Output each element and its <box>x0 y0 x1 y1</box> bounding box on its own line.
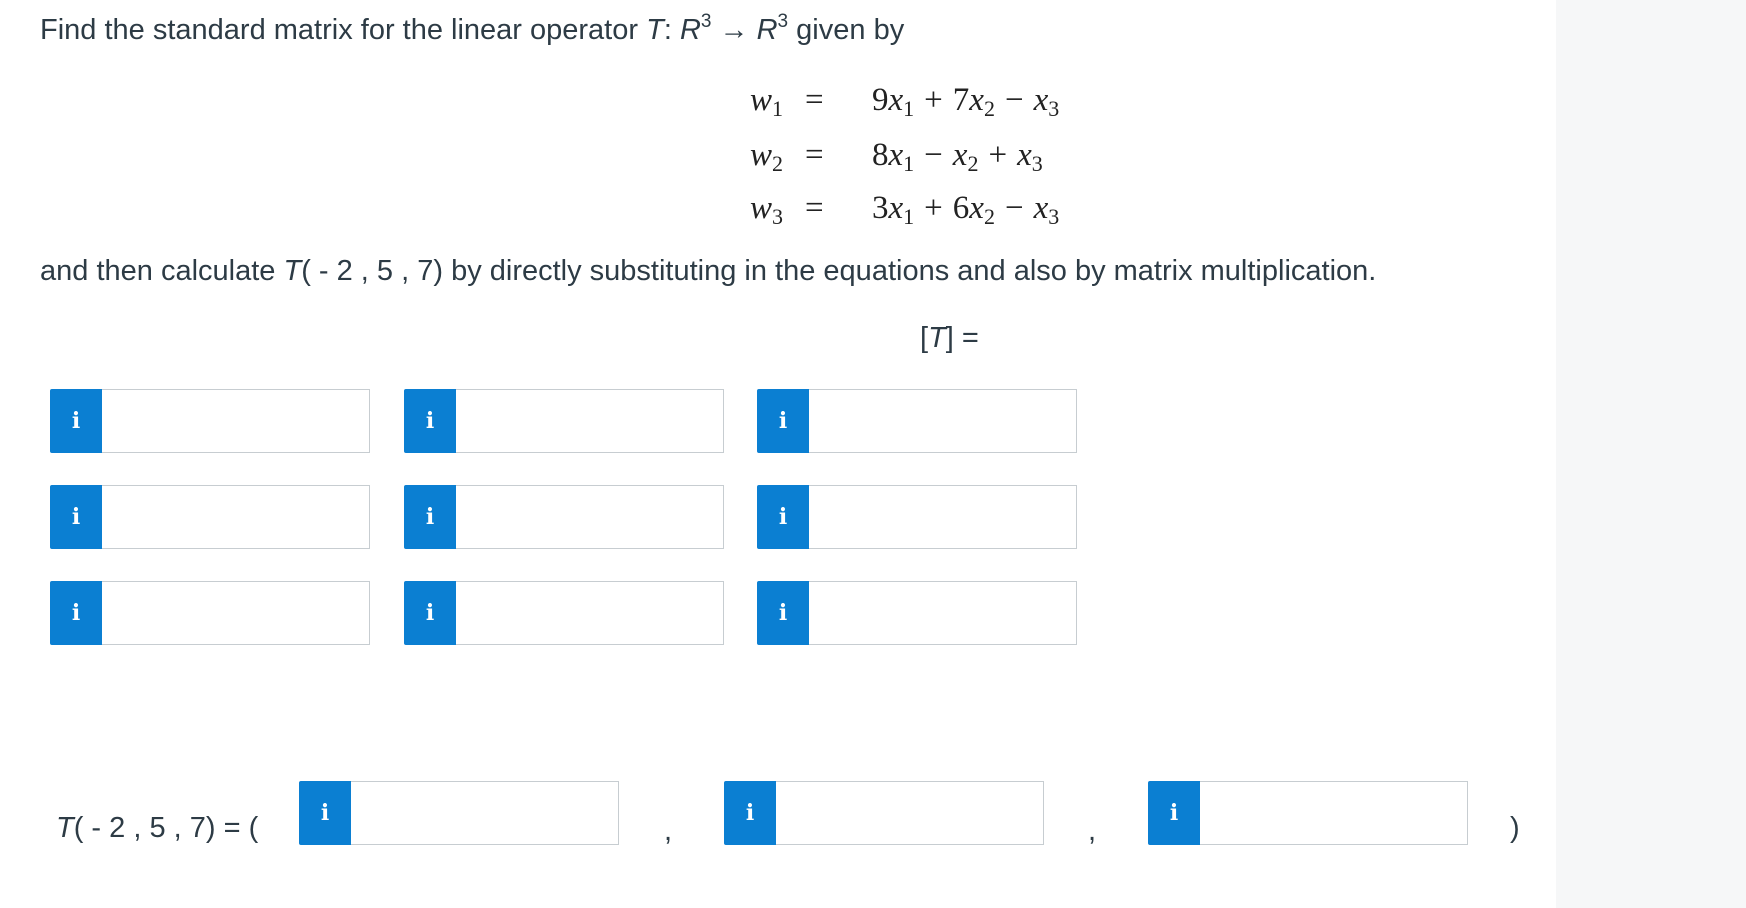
result-label <box>56 812 258 845</box>
codomain-space: R <box>756 14 778 46</box>
info-icon[interactable]: i <box>404 389 456 453</box>
operator-symbol: − <box>1004 190 1024 226</box>
equation-term: $x_3$ <box>1033 82 1060 121</box>
result-comma-2: , <box>1088 815 1097 847</box>
matrix-label-open: [ <box>920 322 929 354</box>
info-icon[interactable]: i <box>50 485 102 549</box>
question-text <box>40 11 905 47</box>
matrix-r1-c1-cell <box>50 389 370 453</box>
result-label-rest: ( - 2 , 5 , 7) = ( <box>73 812 259 844</box>
equals-sign: = <box>805 137 824 173</box>
result-component-3-cell <box>1148 781 1468 845</box>
result-fn: T <box>56 812 74 844</box>
codomain-exponent: 3 <box>777 11 789 32</box>
info-icon[interactable]: i <box>404 485 456 549</box>
matrix-label-close: ] = <box>945 322 979 354</box>
matrix-r2-c1-input[interactable] <box>102 485 370 549</box>
result-comma-1: , <box>664 815 673 847</box>
info-icon[interactable]: i <box>757 389 809 453</box>
result-component-2-cell <box>724 781 1044 845</box>
equals-sign: = <box>805 82 824 118</box>
matrix-r3-c1-cell <box>50 581 370 645</box>
domain-exponent: 3 <box>700 11 712 32</box>
equation-term: $x_2$ <box>952 137 979 176</box>
matrix-r3-c2-input[interactable] <box>456 581 724 645</box>
matrix-label-fn: T <box>928 322 946 354</box>
matrix-r1-c1-input[interactable] <box>102 389 370 453</box>
result-close-paren: ) <box>1510 812 1520 844</box>
operator-colon: : <box>663 14 672 46</box>
matrix-r1-c2-input[interactable] <box>456 389 724 453</box>
matrix-r3-c1-input[interactable] <box>102 581 370 645</box>
matrix-r3-c3-input[interactable] <box>809 581 1077 645</box>
equation-term: $3x_1$ <box>872 190 915 229</box>
equation-term: $8x_1$ <box>872 137 915 176</box>
operator-symbol: − <box>1004 82 1024 118</box>
equation-term: $x_3$ <box>1033 190 1060 229</box>
domain-space: R <box>679 14 701 46</box>
result-component-1-input[interactable] <box>351 781 619 845</box>
info-icon[interactable]: i <box>299 781 351 845</box>
operator-symbol: − <box>924 137 943 173</box>
equation-term: $x_3$ <box>1017 137 1043 176</box>
matrix-r1-c2-cell <box>404 389 724 453</box>
page-margin <box>1556 0 1746 908</box>
matrix-r2-c3-input[interactable] <box>809 485 1077 549</box>
maps-to-arrow: → <box>719 14 749 46</box>
matrix-r1-c3-cell <box>757 389 1077 453</box>
info-icon[interactable]: i <box>724 781 776 845</box>
result-component-3-input[interactable] <box>1200 781 1468 845</box>
equation-lhs: $w_3$ <box>750 190 784 229</box>
question-prefix: Find the standard matrix for the linear operator <box>40 14 647 46</box>
operator-name: T <box>646 14 664 46</box>
operator-symbol: + <box>924 82 943 118</box>
equation-term: $9x_1$ <box>872 82 915 121</box>
instruction-prefix: and then calculate <box>40 255 284 287</box>
matrix-r2-c1-cell <box>50 485 370 549</box>
result-component-2-input[interactable] <box>776 781 1044 845</box>
info-icon[interactable]: i <box>404 581 456 645</box>
equation-lhs: $w_1$ <box>750 82 784 121</box>
equation-rhs <box>872 82 1059 119</box>
question-suffix: given by <box>788 14 905 46</box>
operator-symbol: + <box>988 137 1008 173</box>
info-icon[interactable]: i <box>50 389 102 453</box>
matrix-r3-c3-cell <box>757 581 1077 645</box>
info-icon[interactable]: i <box>1148 781 1200 845</box>
info-icon[interactable]: i <box>50 581 102 645</box>
matrix-r1-c3-input[interactable] <box>809 389 1077 453</box>
equation-term: $7x_2$ <box>952 82 995 121</box>
instruction-args: ( - 2 , 5 , 7) <box>301 255 444 287</box>
matrix-r2-c2-cell <box>404 485 724 549</box>
matrix-r2-c2-input[interactable] <box>456 485 724 549</box>
info-icon[interactable]: i <box>757 485 809 549</box>
equation-rhs <box>872 190 1059 227</box>
info-icon[interactable]: i <box>757 581 809 645</box>
equation-lhs: $w_2$ <box>750 137 784 176</box>
matrix-r3-c2-cell <box>404 581 724 645</box>
equation-term: $6x_2$ <box>952 190 995 229</box>
instruction-fn: T <box>283 255 302 287</box>
instruction-suffix: by directly substituting in the equations and also by matrix multiplication. <box>443 255 1377 287</box>
equation-rhs <box>872 137 1043 174</box>
matrix-r2-c3-cell <box>757 485 1077 549</box>
result-component-1-cell <box>299 781 619 845</box>
instruction-text <box>40 255 1376 288</box>
equals-sign: = <box>805 190 824 226</box>
operator-symbol: + <box>924 190 943 226</box>
matrix-label <box>920 322 979 355</box>
